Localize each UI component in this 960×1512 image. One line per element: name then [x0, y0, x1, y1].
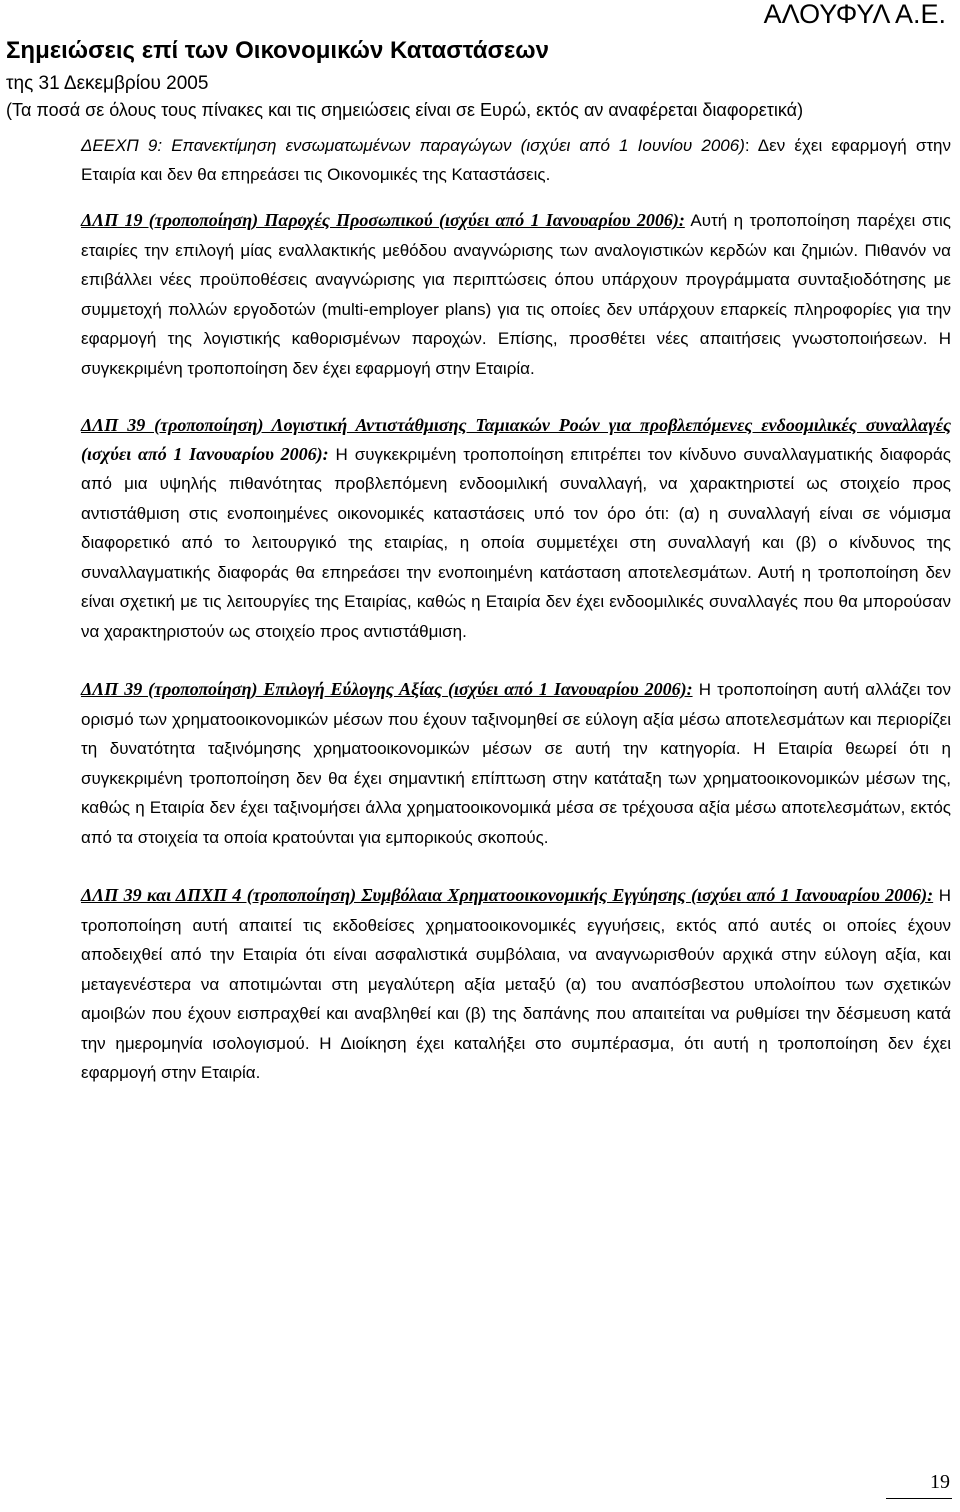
note-heading-tail: (ισχύει από 1 Ιανουαρίου 2006):: [81, 443, 329, 464]
note-text: Πιθανόν να επιβάλλει νέες προϋποθέσεις αναγνώρισης για περιπτώσεις όπου υπάρχουν προγράμματα συνταξιοδότησης με συμμετοχή πολλών εργοδοτών (multi-employer plans) για τις οποίες δεν υπάρχουν επαρκείς πληροφορίες για την εφαρμογή της λογιστικής καθορισμένων παροχών. Επίσης, προσθέτει νέες απαιτήσεις γνωστοποιήσεων. Η συγκεκριμένη τροποποίηση δεν έχει εφαρμογή στην Εταιρία.: [81, 240, 951, 378]
document-title: Σημειώσεις επί των Οικονομικών Καταστάσεων: [6, 37, 549, 64]
company-name: ΑΛΟΥΦΥΛ Α.Ε.: [763, 0, 946, 29]
note-heading: ΔΛΠ 39 (τροποποίηση) Επιλογή Εύλογης Αξίας (ισχύει από 1 Ιανουαρίου 2006):: [81, 679, 693, 699]
note-ifric-9: [81, 132, 951, 189]
note-text: Η συγκεκριμένη τροποποίηση επιτρέπει τον κίνδυνο συναλλαγματικής διαφοράς από μια υψηλής πιθανότητας προβλεπόμενη ενδοομιλική συναλλαγή, να χαρακτηριστεί ως στοιχείο προς αντιστάθμιση στις ενοποιημένες οικονομικές καταστάσεις υπό τον όρο ότι: (α) η συναλλαγή είναι σε νόμισμα διαφορετικό από το λειτουργικό της εταιρίας, η οποία συμμετέχει στη συναλλαγή και (β) ο κίνδυνος της συναλλαγματικής διαφοράς θα επηρεάσει την ενοποιημένη κατάσταση αποτελεσμάτων. Αυτή η τροποποίηση δεν είναι σχετική με τις λειτουργίες της Εταιρίας, καθώς η Εταιρία δεν έχει ενδοομιλικές συναλλαγές που θα μπορούσαν να χαρακτηριστούν ως στοιχείο προς αντιστάθμιση.: [81, 444, 951, 641]
note-heading: ΔΛΠ 19 (τροποποίηση) Παροχές Προσωπικού (ισχύει από 1 Ιανουαρίου 2006):: [81, 210, 685, 230]
notes-body: [81, 132, 951, 1117]
note-text: Η τροποποίηση αυτή αλλάζει τον ορισμό των χρηματοοικονομικών μέσων που έχουν ταξινομηθεί σε εύλογη αξία μέσω αποτελεσμάτων και περιορίζει τη δυνατότητα ταξινόμησης χρηματοοικονομικών μέσων σε αυτή την κατηγορία. Η Εταιρία θεωρεί ότι η συγκεκριμένη τροποποίηση δεν θα έχει σημαντική επίπτωση στην κατάταξη των χρηματοοικονομικών μέσων της, καθώς η Εταιρία δεν έχει ταξινομήσει άλλα χρηματοοικονομικά μέσα σε τρέχουσα αξία μέσω αποτελεσμάτων, εκτός από τα στοιχεία τα οποία κρατούνται για εμπορικούς σκοπούς.: [81, 680, 951, 847]
note-heading: ΔΛΠ 39 (τροποποίηση) Λογιστική Αντιστάθμισης Ταμιακών Ροών για προβλεπόμενες ενδοομιλικές συναλλαγές: [81, 415, 951, 435]
page-header: [0, 0, 960, 126]
note-ias-39-ifrs-4: [81, 881, 951, 1088]
currency-note: (Τα ποσά σε όλους τους πίνακες και τις σημειώσεις είναι σε Ευρώ, εκτός αν αναφέρεται διαφορετικά): [6, 100, 804, 120]
note-text: Η τροποποίηση αυτή απαιτεί τις εκδοθείσες χρηματοοικονομικές εγγυήσεις, εκτός από αυτές οι οποίες έχουν αποδειχθεί από την Εταιρία ότι είναι ασφαλιστικά συμβόλαια, να αναγνωρισθούν αρχικά στην εύλογη αξία, και μεταγενέστερα να αποτιμώνται στη μεγαλύτερη αξία μεταξύ (α) του αναπόσβεστου υπολοίπου των σχετικών αμοιβών που έχουν εισπραχθεί και αναβληθεί και (β) της δαπάνης που απαιτείται να ρυθμίσει την δέσμευση κατά την ημερομηνία ισολογισμού. Η Διοίκηση έχει καταλήξει στο συμπέρασμα, ότι αυτή η τροποποίηση δεν έχει εφαρμογή στην Εταιρία.: [81, 886, 951, 1082]
note-ias-39-fair-value: [81, 675, 951, 852]
note-text-sans: Αυτή η τροποποίηση παρέχει στις εταιρίες την επιλογή μίας εναλλακτικής μεθόδου αναγνώρισης των αναλογιστικών κερδών και ζημιών.: [81, 211, 951, 260]
page-number: 19: [930, 1471, 950, 1493]
note-ias-39-hedge: [81, 411, 951, 646]
note-heading: ΔΛΠ 39 και ΔΠΧΠ 4 (τροποποίηση) Συμβόλαια Χρηματοοικονομικής Εγγύησης (ισχύει από 1 Ιανουαρίου 2006):: [81, 885, 934, 905]
note-text: : Δεν έχει εφαρμογή στην Εταιρία και δεν θα επηρεάσει τις Οικονομικές της Καταστάσεις.: [81, 136, 951, 184]
footer-rule: [886, 1498, 952, 1499]
report-date: της 31 Δεκεμβρίου 2005: [6, 73, 209, 94]
note-ias-19: [81, 206, 951, 383]
note-heading: ΔΕΕΧΠ 9: Επανεκτίμηση ενσωματωμένων παραγώγων (ισχύει από 1 Ιουνίου 2006): [81, 136, 745, 155]
